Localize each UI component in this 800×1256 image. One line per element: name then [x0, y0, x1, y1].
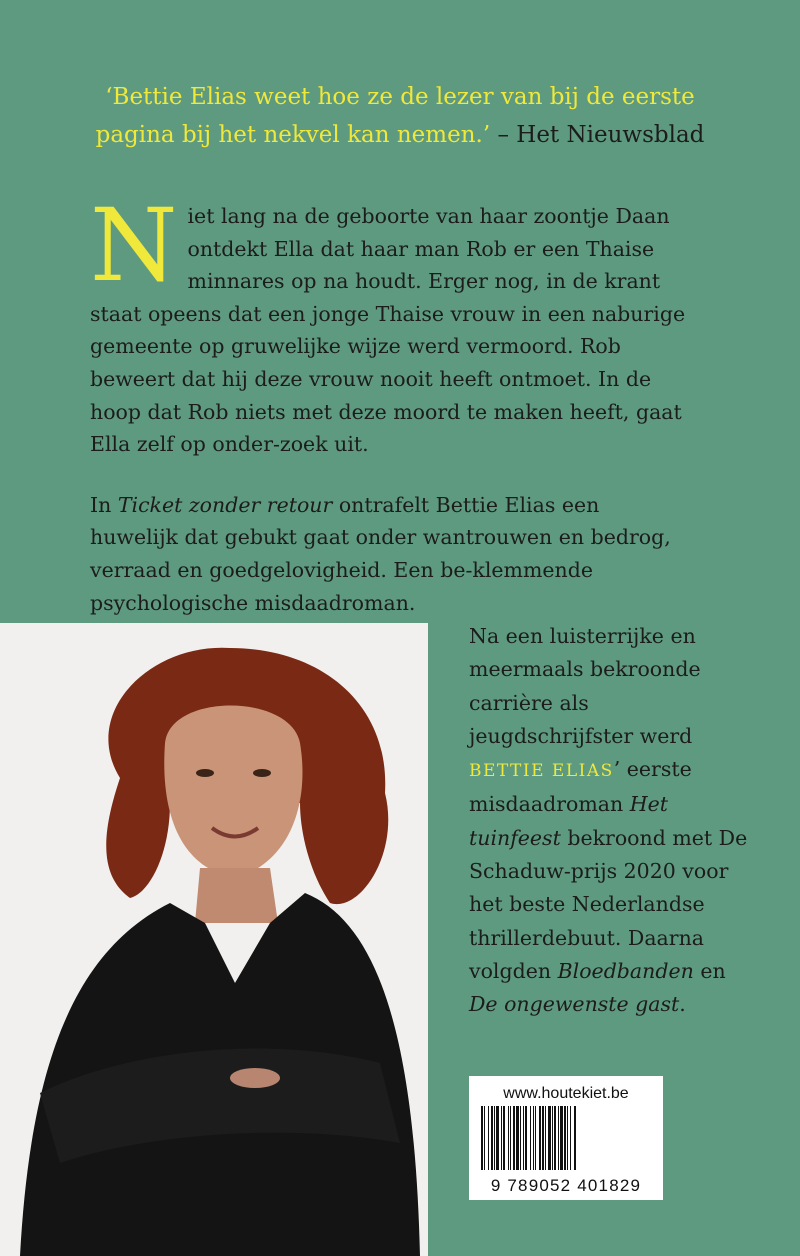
publisher-website: www.houtekiet.be — [503, 1085, 629, 1102]
blurb-text-1: iet lang na de geboorte van haar zoontje Daan ontdekt Ella dat haar man Rob er een Thaise minnares op na houdt. Erger nog, in de krant staat opeens dat een jonge Thaise vrouw in een naburige gemeente op gruwelijke wijze werd vermoord. Rob beweert dat hij deze vrouw nooit heeft ontmoet. In de hoop dat Rob niets met deze moord te maken heeft, gaat Ella zelf op onder-zoek uit. — [90, 204, 686, 457]
author-photo — [0, 623, 428, 1256]
book-blurb — [90, 187, 690, 619]
barcode-box — [469, 1076, 663, 1200]
bio-text-5: . — [679, 992, 686, 1017]
quote-text: ‘Bettie Elias weet hoe ze de lezer van bij de eerste pagina bij het nekvel kan nemen.’ — [95, 84, 695, 148]
author-name: BETTIE ELIAS — [469, 761, 614, 782]
press-quote — [70, 78, 730, 154]
bio-book-2: Bloedbanden — [557, 958, 694, 983]
book-title: Ticket zonder retour — [117, 492, 333, 517]
isbn-number: 9 789052 401829 — [490, 1176, 642, 1195]
bio-book-1: Het tuinfeest — [469, 792, 668, 850]
blurb-prefix: In — [90, 492, 112, 517]
blurb-paragraph-1 — [90, 187, 690, 461]
bio-book-3: De ongewenste gast — [469, 992, 680, 1017]
bio-text-4: en — [700, 958, 726, 983]
quote-source: – Het Nieuwsblad — [497, 122, 705, 148]
author-bio — [469, 620, 759, 1022]
blurb-text-2: ontrafelt Bettie Elias een huwelijk dat gebukt gaat onder wantrouwen en bedrog, verraad en goedgelovigheid. Een be-klemmende psychologische misdaadroman. — [90, 492, 671, 615]
bio-text-3: bekroond met De Schaduw-prijs 2020 voor het beste Nederlandse thrillerdebuut. Daarna volgden — [469, 825, 748, 983]
dropcap: N — [90, 187, 178, 304]
bio-text-2: ’ eerste misdaadroman — [469, 757, 692, 817]
barcode-icon — [479, 1104, 653, 1172]
bio-text-1: Na een luisterrijke en meermaals bekroonde carrière als jeugdschrijfster werd — [469, 624, 701, 748]
blurb-paragraph-2 — [90, 489, 690, 619]
